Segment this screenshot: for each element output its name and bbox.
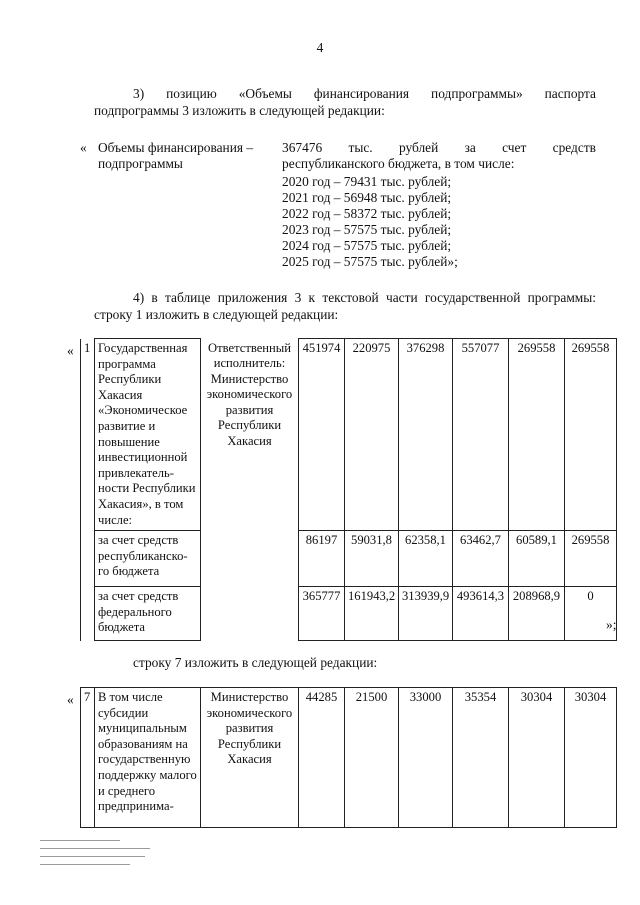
row-name: за счет средств федерального бюджета <box>95 587 201 641</box>
item3-line1: 3) позицию «Объемы финансирования подпрограммы» паспорта <box>133 86 596 101</box>
value-cell: 30304 <box>565 688 617 828</box>
passport-year-line: 2023 год – 57575 тыс. рублей; <box>282 222 452 237</box>
passport-year-line: 2021 год – 56948 тыс. рублей; <box>282 190 452 205</box>
passport-label-line2: подпрограммы <box>98 156 183 171</box>
row-executor: Ответственный исполнитель: Министерство экономического развития Республики Хакасия <box>201 339 299 641</box>
page-number: 4 <box>316 40 324 55</box>
stamp-mark <box>40 840 160 880</box>
passport-label-line1: Объемы финансирования – <box>98 140 254 155</box>
value-cell: 60589,1 <box>509 531 565 587</box>
table2-open-quote: « <box>67 692 74 707</box>
passport-open-quote: « <box>80 140 87 155</box>
passport-year-line: 2025 год – 57575 тыс. рублей»; <box>282 254 458 269</box>
row-name: за счет средств республиканско-го бюджета <box>95 531 201 587</box>
passport-year-list <box>282 174 458 270</box>
table-row <box>81 587 617 641</box>
passport-year-line: 2022 год – 58372 тыс. рублей; <box>282 206 452 221</box>
item4-line1: 4) в таблице приложения 3 к текстовой части государственной программы: <box>133 290 596 305</box>
value-cell: 161943,2 <box>345 587 399 641</box>
passport-value-line1: 367476 тыс. рублей за счет средств <box>282 140 596 155</box>
table-row <box>81 531 617 587</box>
value-cell: 30304 <box>509 688 565 828</box>
table-row <box>81 339 617 531</box>
row-executor: Министерство экономического развития Республики Хакасия <box>201 688 299 828</box>
value-cell: 376298 <box>399 339 453 531</box>
item4-line2: строку 1 изложить в следующей редакции: <box>94 307 339 322</box>
row-name: В том числе субсидии муниципальным образованиям на государственную поддержку малого и среднего предпринима- <box>95 688 201 828</box>
value-cell: 208968,9 <box>509 587 565 641</box>
row-name: Государственная программа Республики Хакасия «Экономическое развитие и повышение инвестиционной привлекатель-ности Республики Хакасия», в том числе: <box>95 339 201 531</box>
value-cell: 62358,1 <box>399 531 453 587</box>
item3-line2: подпрограммы 3 изложить в следующей редакции: <box>94 103 385 118</box>
table1-close-quote: »; <box>606 617 617 632</box>
value-cell: 269558 <box>565 531 617 587</box>
value-cell: 269558 <box>509 339 565 531</box>
value-cell: 451974 <box>299 339 345 531</box>
passport-year-line: 2024 год – 57575 тыс. рублей; <box>282 238 452 253</box>
row-number: 7 <box>81 688 95 828</box>
table2 <box>80 687 617 828</box>
value-cell: 86197 <box>299 531 345 587</box>
value-cell: 493614,3 <box>453 587 509 641</box>
value-cell: 33000 <box>399 688 453 828</box>
value-cell: 35354 <box>453 688 509 828</box>
row7-instruction: строку 7 изложить в следующей редакции: <box>133 655 378 670</box>
table1-open-quote: « <box>67 343 74 358</box>
value-cell: 365777 <box>299 587 345 641</box>
value-cell: 269558 <box>565 339 617 531</box>
passport-year-line: 2020 год – 79431 тыс. рублей; <box>282 174 452 189</box>
value-cell: 44285 <box>299 688 345 828</box>
value-cell: 0 <box>565 587 617 641</box>
passport-value-line2: республиканского бюджета, в том числе: <box>282 156 515 171</box>
value-cell: 59031,8 <box>345 531 399 587</box>
value-cell: 313939,9 <box>399 587 453 641</box>
table1 <box>80 338 617 641</box>
value-cell: 21500 <box>345 688 399 828</box>
row-number: 1 <box>81 339 95 641</box>
value-cell: 63462,7 <box>453 531 509 587</box>
value-cell: 557077 <box>453 339 509 531</box>
table-row <box>81 688 617 828</box>
value-cell: 220975 <box>345 339 399 531</box>
